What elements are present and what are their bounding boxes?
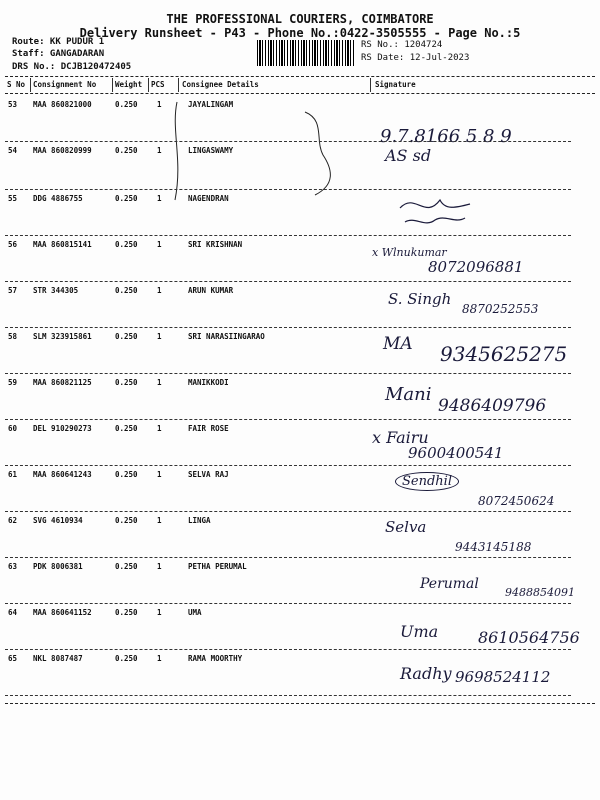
row-consignee: JAYALINGAM	[188, 100, 234, 109]
row-signature: 9486409796	[438, 396, 547, 416]
row-consignment: PDK 8006381	[33, 562, 83, 571]
row-signature: 9698524112	[455, 668, 551, 686]
row-sno: 62	[8, 516, 18, 525]
row-consignment: NKL 8087487	[33, 654, 83, 663]
table-row	[0, 558, 600, 604]
row-signature: 9.7.8166 5 8 9	[380, 126, 512, 147]
route-label: Route: KK PUDUR 1	[12, 37, 105, 47]
row-weight: 0.250	[115, 286, 138, 295]
row-signature-name: Selva	[385, 518, 427, 536]
signature-scribble	[395, 190, 475, 230]
row-consignment: SLM 323915861	[33, 332, 92, 341]
col-sno-header: S No	[7, 80, 26, 89]
row-pcs: 1	[157, 194, 162, 203]
row-sno: 56	[8, 240, 18, 249]
row-consignment: MAA 860821125	[33, 378, 92, 387]
table-row	[0, 96, 600, 147]
row-consignee: MANIKKODI	[188, 378, 229, 387]
row-consignee: LINGASWAMY	[188, 146, 234, 155]
col-signature-header: Signature	[375, 80, 416, 89]
row-sno: 63	[8, 562, 18, 571]
row-sno: 54	[8, 146, 18, 155]
row-signature-name: x Fairu	[372, 428, 429, 447]
row-sno: 65	[8, 654, 18, 663]
row-sno: 59	[8, 378, 18, 387]
table-row	[0, 512, 600, 558]
runsheet-title: Delivery Runsheet - P43 - Phone No.:0422-3505555 - Page No.:5	[79, 26, 521, 40]
row-signature: 8870252553	[462, 302, 539, 316]
col-consignment-header: Consignment No	[33, 80, 97, 89]
row-separator	[5, 695, 571, 696]
row-sno: 58	[8, 332, 18, 341]
row-pcs: 1	[157, 608, 162, 617]
row-signature: 9488854091	[505, 586, 575, 599]
row-sno: 61	[8, 470, 18, 479]
table-row	[0, 282, 600, 328]
col-consignee-header: Consignee Details	[182, 80, 259, 89]
row-signature-name: Mani	[385, 384, 432, 405]
row-consignee: RAMA MOORTHY	[188, 654, 243, 663]
row-consignment: MAA 860815141	[33, 240, 92, 249]
row-sno: 55	[8, 194, 18, 203]
row-sno: 64	[8, 608, 18, 617]
col-weight-header: Weight	[115, 80, 143, 89]
row-signature: 8072096881	[428, 258, 524, 276]
header-bottom-rule	[5, 93, 595, 94]
row-weight: 0.250	[115, 378, 138, 387]
row-signature-name: Perumal	[420, 576, 479, 592]
row-weight: 0.250	[115, 146, 138, 155]
row-pcs: 1	[157, 100, 162, 109]
row-consignment: MAA 860641152	[33, 608, 92, 617]
row-consignee: ARUN KUMAR	[188, 286, 234, 295]
rs-date: RS Date: 12-Jul-2023	[361, 53, 470, 63]
row-consignee: LINGA	[188, 516, 211, 525]
company-title: THE PROFESSIONAL COURIERS, COIMBATORE	[166, 12, 434, 26]
row-consignment: DDG 4886755	[33, 194, 83, 203]
col-divider	[112, 78, 113, 92]
row-weight: 0.250	[115, 332, 138, 341]
row-pcs: 1	[157, 562, 162, 571]
row-consignee: SRI NARASIINGARAO	[188, 332, 265, 341]
col-pcs-header: PCS	[151, 80, 165, 89]
table-row	[0, 328, 600, 374]
row-pcs: 1	[157, 146, 162, 155]
row-consignee: FAIR ROSE	[188, 424, 229, 433]
rs-number: RS No.: 1204724	[361, 40, 443, 50]
row-sno: 60	[8, 424, 18, 433]
row-weight: 0.250	[115, 470, 138, 479]
table-row	[0, 466, 600, 512]
row-consignee: PETHA PERUMAL	[188, 562, 247, 571]
row-signature: 9443145188	[455, 540, 532, 554]
table-row	[0, 374, 600, 420]
row-pcs: 1	[157, 516, 162, 525]
table-row	[0, 420, 600, 466]
row-signature: 8610564756	[478, 628, 580, 647]
row-weight: 0.250	[115, 424, 138, 433]
row-pcs: 1	[157, 424, 162, 433]
table-row	[0, 190, 600, 236]
row-pcs: 1	[157, 332, 162, 341]
row-pcs: 1	[157, 378, 162, 387]
table-row	[0, 142, 600, 188]
table-bottom-rule	[5, 703, 595, 704]
col-divider	[178, 78, 179, 92]
row-signature-name: Sendhil	[395, 472, 459, 491]
row-pcs: 1	[157, 470, 162, 479]
row-weight: 0.250	[115, 562, 138, 571]
row-consignment: MAA 860821000	[33, 100, 92, 109]
row-weight: 0.250	[115, 100, 138, 109]
row-weight: 0.250	[115, 516, 138, 525]
col-divider	[370, 78, 371, 92]
table-row	[0, 650, 600, 696]
row-weight: 0.250	[115, 194, 138, 203]
row-sno: 53	[8, 100, 18, 109]
row-signature: 9345625275	[440, 342, 568, 366]
row-consignee: UMA	[188, 608, 202, 617]
col-divider	[148, 78, 149, 92]
row-signature-name: S. Singh	[388, 290, 452, 308]
row-signature-name: MA	[383, 334, 413, 354]
header-top-rule	[5, 76, 595, 77]
row-signature-name: Uma	[400, 622, 439, 641]
row-consignee: SELVA RAJ	[188, 470, 229, 479]
row-consignment: SVG 4610934	[33, 516, 83, 525]
row-signature-name: Radhy	[400, 664, 452, 683]
row-consignment: MAA 860820999	[33, 146, 92, 155]
row-signature: 9600400541	[408, 444, 504, 462]
row-consignment: MAA 860641243	[33, 470, 92, 479]
row-consignment: STR 344305	[33, 286, 79, 295]
table-row	[0, 604, 600, 650]
staff-label: Staff: GANGADARAN	[12, 49, 105, 59]
row-signature-name: x Wlnukumar	[372, 246, 447, 259]
row-consignee: NAGENDRAN	[188, 194, 229, 203]
row-signature: AS sd	[385, 146, 432, 165]
barcode-image	[257, 40, 355, 66]
row-sno: 57	[8, 286, 18, 295]
row-weight: 0.250	[115, 608, 138, 617]
row-consignment: DEL 910290273	[33, 424, 92, 433]
table-row	[0, 236, 600, 282]
row-weight: 0.250	[115, 654, 138, 663]
row-pcs: 1	[157, 286, 162, 295]
row-consignee: SRI KRISHNAN	[188, 240, 243, 249]
col-divider	[30, 78, 31, 92]
row-pcs: 1	[157, 654, 162, 663]
row-pcs: 1	[157, 240, 162, 249]
row-signature: 8072450624	[478, 494, 555, 508]
drs-number: DRS No.: DCJB120472405	[12, 62, 132, 72]
row-weight: 0.250	[115, 240, 138, 249]
